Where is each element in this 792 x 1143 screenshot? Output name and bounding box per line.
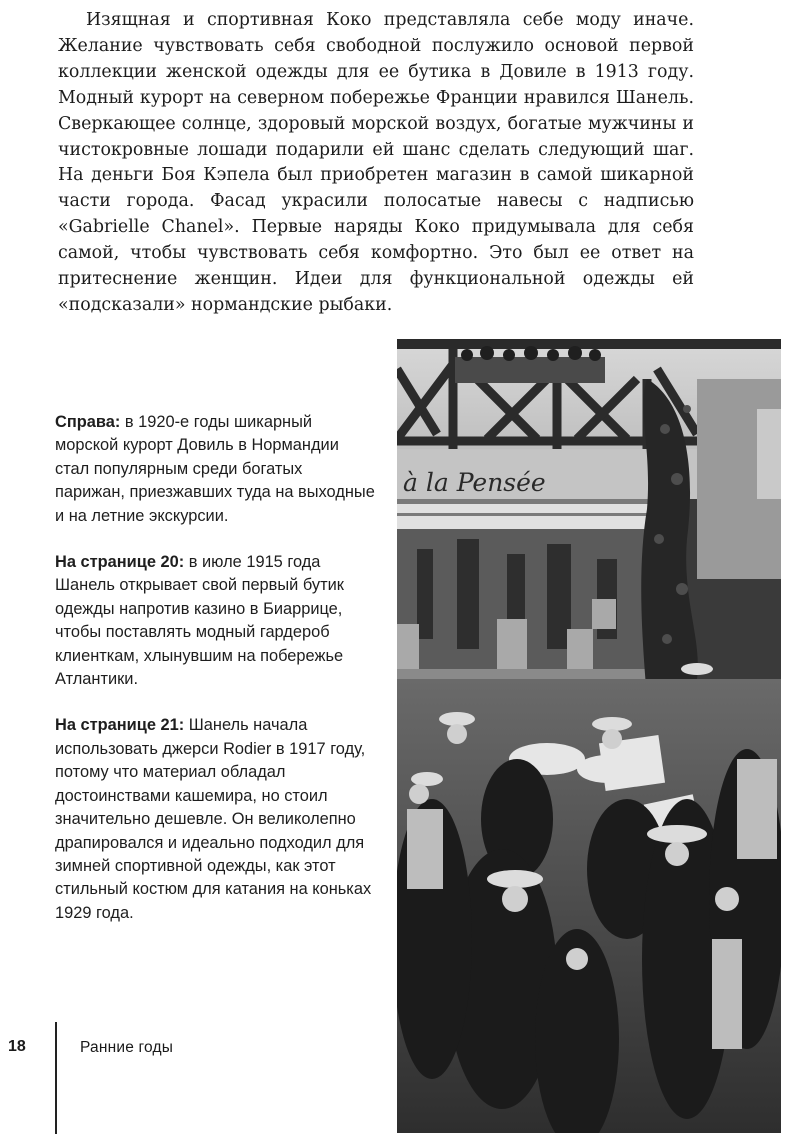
body-paragraph: Изящная и спортивная Коко представляла себе моду иначе. Желание чувствовать себя свободной послужило основой первой коллекции женской одежды для ее бутика в Довиле в 1913 году. Модный курорт на северном побережье Франции нравился Шанель. Сверкающее солнце, здоровый морской воздух, богатые мужчины и чистокровные лошади подарили ей шанс сделать следующий шаг. На деньги Боя Кэпела был приобретен магазин в самой шикарной части города. Фасад украсили полосатые навесы с надписью «Gabrielle Chanel». Первые наряды Коко придумывала для себя самой, чтобы чувствовать себя комфортно. Это был ее ответ на притеснение женщин. Идеи для функциональной одежды ей «подсказали» нормандские рыбаки.: [58, 10, 694, 315]
caption-lead: На странице 20:: [55, 553, 185, 572]
deauville-street-photo: [397, 339, 781, 1133]
photo-captions: [55, 411, 375, 948]
caption-text: в 1920-е годы шикарный морской курорт Довиль в Нормандии стал популярным среди богатых парижан, приезжавших туда на выходные и на летние экскурсии.: [55, 413, 375, 525]
shop-sign-text: à la Pensée: [403, 468, 546, 497]
caption-text: Шанель начала использовать джерси Rodier в 1917 году, потому что материал обладал достоинствами кашемира, но стоил значительно дешевле. Он великолепно драпировался и идеально подходил для зимней спортивной одежды, как этот стильный костюм для катания на коньках 1929 года.: [55, 716, 372, 922]
caption-lead: Справа:: [55, 413, 121, 431]
caption-page-21: [55, 714, 375, 925]
footer-rule: [55, 1022, 57, 1134]
caption-page-20: [55, 551, 375, 691]
caption-text: в июле 1915 года Шанель открывает свой первый бутик одежды напротив казино в Биаррице, чтобы поставлять модный гардероб клиенткам, хлынувшим на побережье Атлантики.: [55, 553, 344, 689]
running-head: Ранние годы: [80, 1039, 174, 1056]
page-number: 18: [8, 1038, 26, 1055]
caption-lead: На странице 21:: [55, 716, 185, 735]
caption-right: [55, 411, 375, 528]
